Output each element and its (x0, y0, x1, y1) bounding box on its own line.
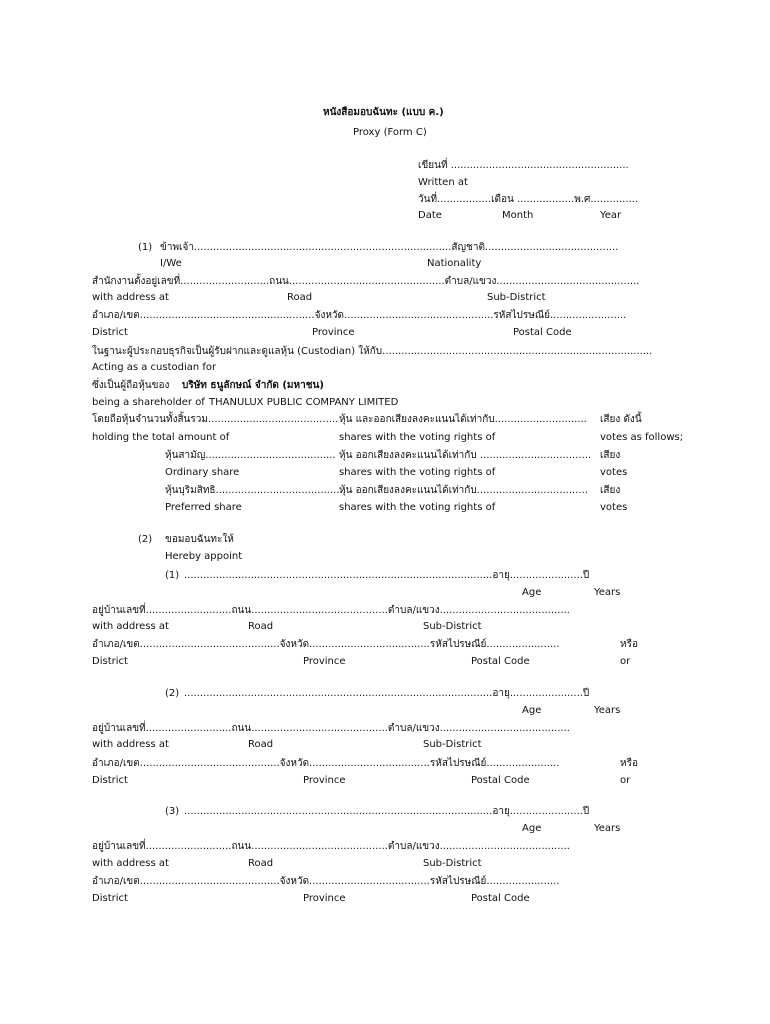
total-shares-field[interactable]: โดยถือหุ้นจำนวนทั้งสิ้นรวม......................................... (92, 414, 339, 425)
proxy-2-age-label: Age (522, 705, 542, 716)
date-field[interactable]: วันที่.................เดือน ..................พ.ศ............... (418, 194, 639, 205)
proxy-2-district-field[interactable]: อำเภอ/เขต............................................จังหวัด......................................รหัสไปรษณีย์....................... (92, 758, 560, 769)
proxy-2-subdistrict-label: Sub-District (423, 739, 482, 750)
company-name-english: THANULUX PUBLIC COMPANY LIMITED (209, 397, 399, 408)
preferred-share-label: Preferred share (165, 502, 242, 513)
proxy-2-label: (2) (165, 688, 180, 699)
proxy-3-address-label: with address at (92, 858, 169, 869)
proxy-3-years-label: Years (594, 823, 621, 834)
proxy-3-name-age-field[interactable]: .................................................................................................อายุ.......................ปี (184, 806, 590, 817)
company-name-thai: บริษัท ธนูลักษณ์ จำกัด (มหาชน) (182, 380, 324, 391)
principal-address-field[interactable]: สำนักงานตั้งอยู่เลขที่............................ถนน.................................................ตำบล/แขวง............................................. (92, 276, 640, 287)
proxy-1-age-label: Age (522, 587, 542, 598)
proxy-1-subdistrict-label: Sub-District (423, 621, 482, 632)
principal-district-field[interactable]: อำเภอ/เขต.......................................................จังหวัด...............................................รหัสไปรษณีย์........................ (92, 310, 627, 321)
section2-number: (2) (138, 534, 153, 545)
votes-as-follows-thai: เสียง ดังนี้ (600, 414, 642, 425)
appoint-english: Hereby appoint (165, 551, 243, 562)
proxy-2-postal-label: Postal Code (471, 775, 530, 786)
total-votes-field[interactable]: หุ้น และออกเสียงลงคะแนนได้เท่ากับ............................. (339, 414, 587, 425)
road-label: Road (287, 292, 313, 303)
iwe-label: I/We (160, 258, 182, 269)
proxy-2-address-field[interactable]: อยู่บ้านเลขที่...........................ถนน...........................................ตำบล/แขวง......................................... (92, 723, 570, 734)
proxy-2-years-label: Years (594, 705, 621, 716)
proxy-2-province-label: Province (303, 775, 346, 786)
proxy-3-road-label: Road (248, 858, 274, 869)
custodian-label: Acting as a custodian for (92, 362, 217, 373)
year-label: Year (600, 210, 622, 221)
proxy-3-age-label: Age (522, 823, 542, 834)
proxy-3-postal-label: Postal Code (471, 893, 530, 904)
proxy-3-subdistrict-label: Sub-District (423, 858, 482, 869)
subdistrict-label: Sub-District (487, 292, 546, 303)
proxy-3-province-label: Province (303, 893, 346, 904)
proxy-1-address-label: with address at (92, 621, 169, 632)
preferred-shares-field[interactable]: หุ้นบุริมสิทธิ......................................... (165, 485, 346, 496)
ordinary-voting-rights-label: shares with the voting rights of (339, 467, 496, 478)
proxy-1-label: (1) (165, 570, 180, 581)
proxy-3-address-field[interactable]: อยู่บ้านเลขที่...........................ถนน...........................................ตำบล/แขวง......................................... (92, 841, 570, 852)
proxy-2-name-age-field[interactable]: .................................................................................................อายุ.......................ปี (184, 688, 590, 699)
proxy-1-name-age-field[interactable]: .................................................................................................อายุ.......................ปี (184, 570, 590, 581)
proxy-1-district-label: District (92, 656, 128, 667)
province-label: Province (312, 327, 355, 338)
ordinary-shares-field[interactable]: หุ้นสามัญ......................................... (165, 450, 336, 461)
appoint-thai: ขอมอบฉันทะให้ (165, 534, 234, 545)
month-label: Month (502, 210, 534, 221)
voting-rights-label: shares with the voting rights of (339, 432, 496, 443)
ordinary-votes-field[interactable]: หุ้น ออกเสียงลงคะแนนได้เท่ากับ ................................... (339, 450, 592, 461)
preferred-votes-label: votes (600, 502, 628, 513)
proxy-1-address-field[interactable]: อยู่บ้านเลขที่...........................ถนน...........................................ตำบล/แขวง......................................... (92, 605, 570, 616)
shareholder-of-label: ซึ่งเป็นผู้ถือหุ้นของ (92, 380, 170, 391)
shareholder-of-english: being a shareholder of (92, 397, 205, 408)
date-label: Date (418, 210, 442, 221)
ordinary-share-label: Ordinary share (165, 467, 240, 478)
proxy-2-or-english: or (620, 775, 631, 786)
proxy-2-or-thai: หรือ (620, 758, 638, 769)
proxy-2-address-label: with address at (92, 739, 169, 750)
preferred-votes-thai: เสียง (600, 485, 621, 496)
principal-name-field[interactable]: ข้าพเจ้า.................................................................................สัญชาติ.......................................... (160, 242, 619, 253)
preferred-votes-field[interactable]: หุ้น ออกเสียงลงคะแนนได้เท่ากับ................................... (339, 485, 588, 496)
proxy-3-district-label: District (92, 893, 128, 904)
written-at-field[interactable]: เขียนที่ ........................................................ (418, 160, 629, 171)
ordinary-votes-thai: เสียง (600, 450, 621, 461)
nationality-label: Nationality (427, 258, 482, 269)
section1-number: (1) (138, 242, 153, 253)
proxy-2-road-label: Road (248, 739, 274, 750)
proxy-1-province-label: Province (303, 656, 346, 667)
title-english: Proxy (Form C) (353, 127, 427, 138)
ordinary-votes-label: votes (600, 467, 628, 478)
postal-code-label: Postal Code (513, 327, 572, 338)
proxy-3-label: (3) (165, 806, 180, 817)
address-label: with address at (92, 292, 169, 303)
district-label: District (92, 327, 128, 338)
votes-as-follows-label: votes as follows; (600, 432, 684, 443)
proxy-1-road-label: Road (248, 621, 274, 632)
proxy-3-district-field[interactable]: อำเภอ/เขต............................................จังหวัด......................................รหัสไปรษณีย์....................... (92, 876, 560, 887)
proxy-1-district-field[interactable]: อำเภอ/เขต............................................จังหวัด......................................รหัสไปรษณีย์....................... (92, 639, 560, 650)
title-thai: หนังสือมอบฉันทะ (แบบ ค.) (323, 107, 444, 118)
preferred-voting-rights-label: shares with the voting rights of (339, 502, 496, 513)
custodian-field[interactable]: ในฐานะผู้ประกอบธุรกิจเป็นผู้รับฝากและดูแลหุ้น (Custodian) ให้กับ..................................................................................... (92, 346, 653, 357)
proxy-1-or-english: or (620, 656, 631, 667)
proxy-1-postal-label: Postal Code (471, 656, 530, 667)
proxy-1-years-label: Years (594, 587, 621, 598)
proxy-1-or-thai: หรือ (620, 639, 638, 650)
total-amount-label: holding the total amount of (92, 432, 230, 443)
written-at-label: Written at (418, 177, 468, 188)
proxy-2-district-label: District (92, 775, 128, 786)
